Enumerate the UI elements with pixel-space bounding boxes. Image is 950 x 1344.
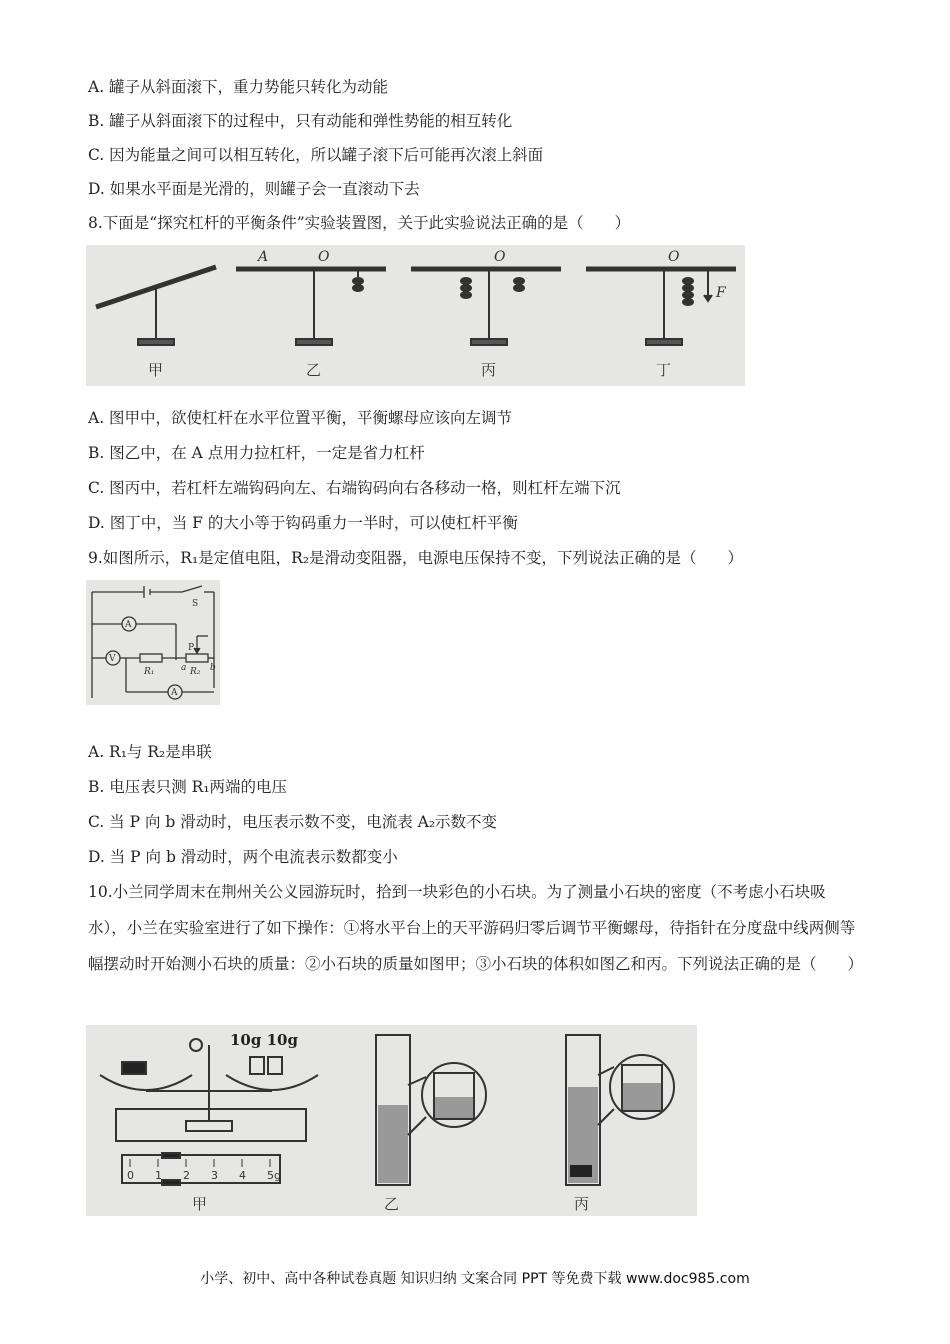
- density-label-jia: 甲: [192, 1195, 208, 1213]
- q8-option-a: A. 图甲中，欲使杠杆在水平位置平衡，平衡螺母应该向左调节: [88, 409, 513, 427]
- q8-option-b: B. 图乙中，在 A 点用力拉杠杆，一定是省力杠杆: [88, 444, 425, 462]
- q9-option-b: B. 电压表只测 R₁两端的电压: [88, 778, 288, 796]
- lever-mark-o3: O: [668, 249, 680, 265]
- q8-stem: 8.下面是“探究杠杆的平衡条件”实验装置图，关于此实验说法正确的是（ ）: [88, 214, 631, 232]
- q8-option-c: C. 图丙中，若杠杆左端钩码向左、右端钩码向右各移动一格，则杠杆左端下沉: [88, 479, 621, 497]
- circuit-label-s: S: [192, 599, 199, 609]
- lever-mark-f: F: [716, 285, 726, 301]
- scale-tick-label: 1: [155, 1169, 162, 1182]
- lever-label-jia: 甲: [148, 361, 164, 379]
- page-footer: 小学、初中、高中各种试卷真题 知识归纳 文案合同 PPT 等免费下载 www.doc985.com: [200, 1271, 750, 1287]
- q10-stem: 10.小兰同学周末在荆州关公义园游玩时，拾到一块彩色的小石块。为了测量小石块的密度（不考虑小石块吸水），小兰在实验室进行了如下操作：①将水平台上的天平游码归零后调节平衡螺母，待指针在分度盘中线两侧等幅摆动时开始测小石块的质量：②小石块的质量如图甲；③小石块的体积如图乙和丙。下列说法正确的是（ ）: [88, 883, 864, 973]
- lever-label-yi: 乙: [306, 361, 322, 379]
- circuit-label-b: b: [210, 663, 216, 673]
- q7-option-c: C. 因为能量之间可以相互转化，所以罐子滚下后可能再次滚上斜面: [88, 146, 544, 164]
- scale-tick-label: 2: [183, 1169, 190, 1182]
- circuit-label-a1: A: [125, 620, 132, 630]
- lever-mark-a: A: [258, 249, 269, 265]
- q7-option-b: B. 罐子从斜面滚下的过程中，只有动能和弹性势能的相互转化: [88, 112, 513, 130]
- lever-mark-o1: O: [318, 249, 330, 265]
- q9-option-c: C. 当 P 向 b 滑动时，电压表示数不变，电流表 A₂示数不变: [88, 813, 498, 831]
- circuit-label-r1: R₁: [144, 667, 155, 677]
- density-label-bing: 丙: [574, 1195, 590, 1213]
- lever-figure: [86, 245, 745, 386]
- circuit-label-a2: A: [171, 688, 178, 698]
- lever-label-bing: 丙: [481, 361, 497, 379]
- q7-option-a: A. 罐子从斜面滚下，重力势能只转化为动能: [88, 78, 389, 96]
- scale-tick-label: 5g: [267, 1169, 281, 1182]
- lever-mark-o2: O: [494, 249, 506, 265]
- q8-option-d: D. 图丁中，当 F 的大小等于钩码重力一半时，可以使杠杆平衡: [88, 514, 518, 532]
- scale-tick-label: 3: [211, 1169, 218, 1182]
- density-label-yi: 乙: [384, 1195, 400, 1213]
- scale-tick-label: 4: [239, 1169, 246, 1182]
- q9-option-a: A. R₁与 R₂是串联: [88, 743, 212, 761]
- circuit-figure: [86, 580, 220, 705]
- circuit-label-r2: R₂: [190, 667, 201, 677]
- circuit-label-p: P: [188, 643, 195, 653]
- density-figure: [86, 1025, 697, 1216]
- q9-option-d: D. 当 P 向 b 滑动时，两个电流表示数都变小: [88, 848, 398, 866]
- lever-label-ding: 丁: [656, 361, 672, 379]
- q7-option-d: D. 如果水平面是光滑的，则罐子会一直滚动下去: [88, 180, 420, 198]
- circuit-label-a: a: [181, 663, 187, 673]
- circuit-label-v: V: [109, 654, 116, 664]
- scale-tick-label: 0: [127, 1169, 134, 1182]
- weights-label: 10g 10g: [230, 1031, 298, 1049]
- q9-stem: 9.如图所示，R₁是定值电阻，R₂是滑动变阻器，电源电压保持不变，下列说法正确的是（ ）: [88, 549, 744, 567]
